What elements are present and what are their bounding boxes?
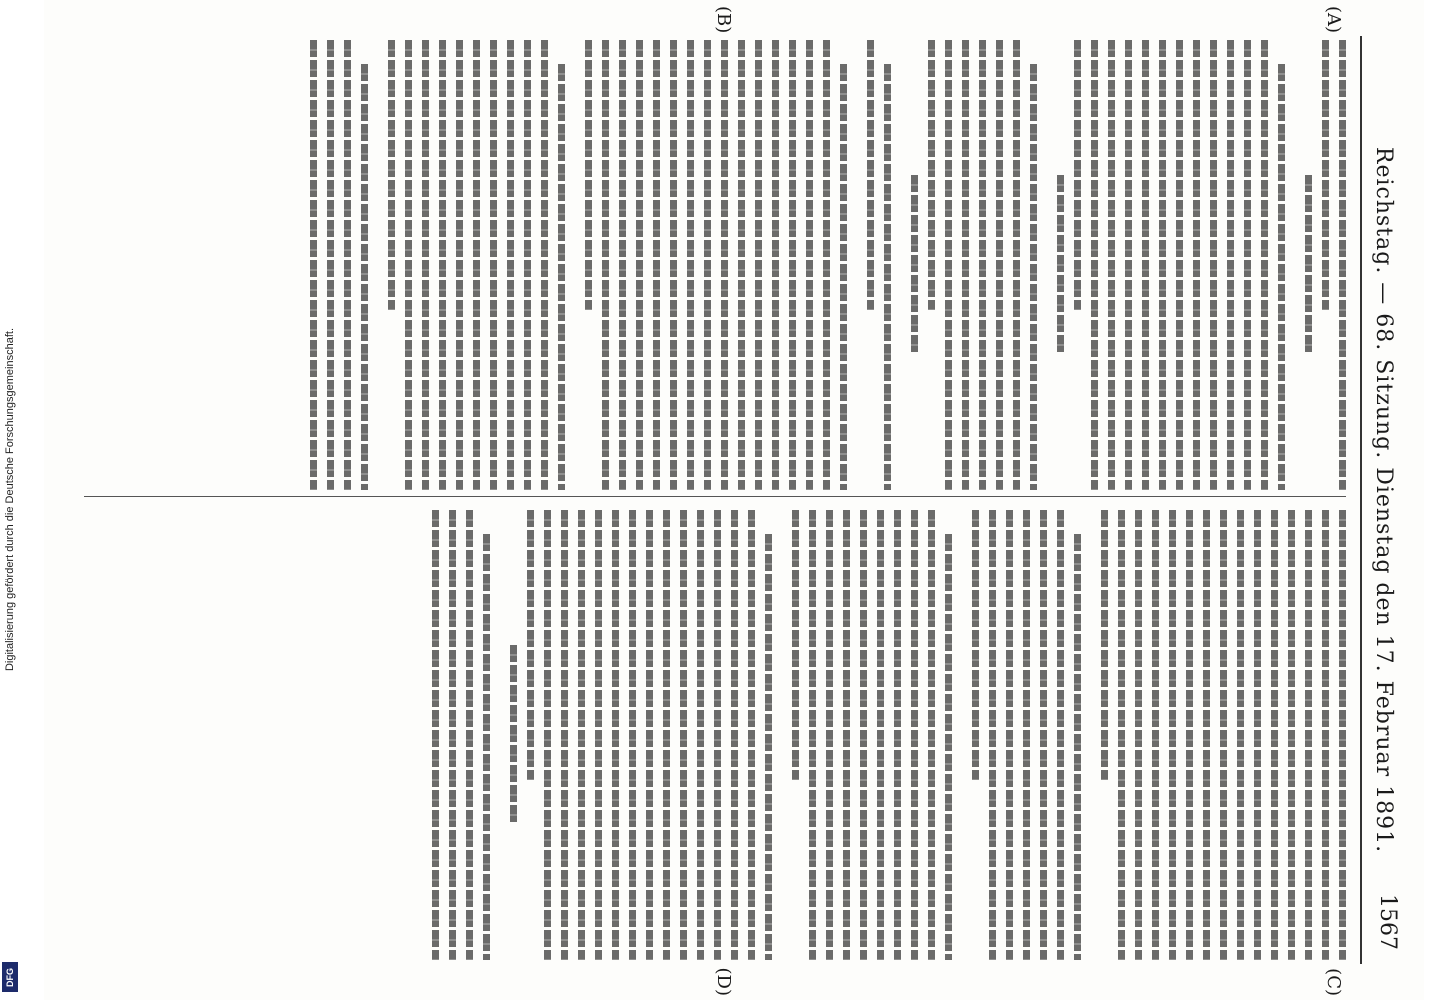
illegible-text-line bbox=[432, 510, 439, 960]
illegible-text-line bbox=[1125, 40, 1132, 490]
illegible-text-line bbox=[558, 64, 565, 490]
margin-letter-c: (C) bbox=[1323, 968, 1344, 996]
margin-letter-a: (A) bbox=[1323, 6, 1344, 34]
illegible-text-line bbox=[327, 40, 334, 490]
paragraph-gap bbox=[490, 510, 500, 960]
illegible-text-line bbox=[507, 40, 514, 490]
illegible-text-line bbox=[1288, 510, 1295, 960]
illegible-text-line bbox=[731, 510, 738, 960]
illegible-text-line bbox=[884, 64, 891, 490]
illegible-text-line bbox=[823, 40, 830, 490]
illegible-text-line bbox=[405, 40, 412, 490]
illegible-text-line bbox=[619, 40, 626, 490]
illegible-text-line bbox=[422, 40, 429, 490]
illegible-text-line bbox=[989, 510, 996, 960]
illegible-text-line bbox=[1040, 510, 1047, 960]
illegible-text-line bbox=[748, 510, 755, 960]
illegible-text-line bbox=[653, 40, 660, 490]
paragraph-gap bbox=[1285, 40, 1295, 490]
illegible-text-line bbox=[979, 40, 986, 490]
dfg-logo: DFG bbox=[2, 962, 18, 992]
illegible-text-line bbox=[670, 40, 677, 490]
margin-letter-d: (D) bbox=[713, 967, 734, 996]
illegible-text-line bbox=[1339, 510, 1346, 960]
page-number: 1567 bbox=[1375, 894, 1400, 950]
illegible-text-line bbox=[765, 534, 772, 960]
illegible-text-line bbox=[1074, 40, 1081, 310]
illegible-text-line bbox=[388, 40, 395, 310]
illegible-text-line bbox=[1244, 40, 1251, 490]
illegible-text-line bbox=[1057, 175, 1064, 355]
illegible-text-line bbox=[945, 40, 952, 490]
illegible-text-line bbox=[772, 40, 779, 490]
dfg-note-text: Digitalisierung gefördert durch die Deutsche Forschungsgemeinschaft. bbox=[4, 328, 16, 672]
illegible-text-line bbox=[1006, 510, 1013, 960]
text-column-left bbox=[84, 40, 1346, 490]
illegible-text-line bbox=[1074, 534, 1081, 960]
illegible-text-line bbox=[1091, 40, 1098, 490]
illegible-text-line bbox=[1186, 510, 1193, 960]
paragraph-gap bbox=[772, 510, 782, 960]
illegible-text-line bbox=[1210, 40, 1217, 490]
illegible-text-line bbox=[361, 64, 368, 490]
illegible-text-line bbox=[456, 40, 463, 490]
header-rule bbox=[1360, 36, 1362, 964]
illegible-text-line bbox=[561, 510, 568, 960]
illegible-text-line bbox=[860, 510, 867, 960]
illegible-text-line bbox=[1142, 40, 1149, 490]
illegible-text-line bbox=[1254, 510, 1261, 960]
illegible-text-line bbox=[843, 510, 850, 960]
paragraph-gap bbox=[368, 40, 378, 490]
illegible-text-line bbox=[1135, 510, 1142, 960]
illegible-text-line bbox=[840, 64, 847, 490]
illegible-text-line bbox=[687, 40, 694, 490]
illegible-text-line bbox=[483, 534, 490, 960]
illegible-text-line bbox=[1322, 510, 1329, 960]
illegible-text-line bbox=[541, 40, 548, 490]
illegible-text-line bbox=[738, 40, 745, 490]
illegible-text-line bbox=[755, 40, 762, 490]
illegible-text-line bbox=[911, 510, 918, 960]
illegible-text-line bbox=[1013, 40, 1020, 490]
illegible-text-line bbox=[595, 510, 602, 960]
illegible-text-line bbox=[544, 510, 551, 960]
illegible-text-line bbox=[1152, 510, 1159, 960]
illegible-text-line bbox=[524, 40, 531, 490]
paragraph-gap bbox=[847, 40, 857, 490]
text-column-right bbox=[84, 510, 1346, 960]
paragraph-gap bbox=[1081, 510, 1091, 960]
running-header: Reichstag. — 68. Sitzung. Dienstag den 17. Februar 1891. bbox=[1371, 146, 1397, 854]
illegible-text-line bbox=[439, 40, 446, 490]
illegible-text-line bbox=[510, 645, 517, 825]
paragraph-gap bbox=[952, 510, 962, 960]
illegible-text-line bbox=[663, 510, 670, 960]
illegible-text-line bbox=[945, 534, 952, 960]
illegible-text-line bbox=[612, 510, 619, 960]
illegible-text-line bbox=[721, 40, 728, 490]
illegible-text-line bbox=[473, 40, 480, 490]
illegible-text-line bbox=[1278, 64, 1285, 490]
paragraph-gap bbox=[1037, 40, 1047, 490]
illegible-text-line bbox=[928, 40, 935, 310]
illegible-text-line bbox=[1237, 510, 1244, 960]
illegible-text-line bbox=[646, 510, 653, 960]
illegible-text-line bbox=[1169, 510, 1176, 960]
illegible-text-line bbox=[789, 40, 796, 490]
illegible-text-line bbox=[527, 510, 534, 780]
illegible-text-line bbox=[1305, 175, 1312, 355]
illegible-text-line bbox=[1118, 510, 1125, 960]
illegible-text-line bbox=[877, 510, 884, 960]
illegible-text-line bbox=[996, 40, 1003, 490]
illegible-text-line bbox=[697, 510, 704, 960]
illegible-text-line bbox=[714, 510, 721, 960]
illegible-text-line bbox=[1030, 64, 1037, 490]
illegible-text-line bbox=[894, 510, 901, 960]
illegible-text-line bbox=[806, 40, 813, 490]
illegible-text-line bbox=[962, 40, 969, 490]
illegible-text-line bbox=[911, 175, 918, 355]
illegible-text-line bbox=[1057, 510, 1064, 960]
illegible-text-line bbox=[490, 40, 497, 490]
illegible-text-line bbox=[636, 40, 643, 490]
illegible-text-line bbox=[344, 40, 351, 490]
illegible-text-line bbox=[704, 40, 711, 490]
illegible-text-line bbox=[1261, 40, 1268, 490]
illegible-text-line bbox=[1305, 510, 1312, 960]
illegible-text-line bbox=[602, 40, 609, 490]
illegible-text-line bbox=[1220, 510, 1227, 960]
illegible-text-line bbox=[1108, 40, 1115, 490]
illegible-text-line bbox=[449, 510, 456, 960]
margin-letter-b: (B) bbox=[713, 6, 734, 34]
illegible-text-line bbox=[585, 40, 592, 310]
illegible-text-line bbox=[310, 40, 317, 490]
illegible-text-line bbox=[928, 510, 935, 960]
paragraph-gap bbox=[891, 40, 901, 490]
illegible-text-line bbox=[466, 510, 473, 960]
illegible-text-line bbox=[1203, 510, 1210, 960]
illegible-text-line bbox=[1271, 510, 1278, 960]
illegible-text-line bbox=[1101, 510, 1108, 780]
paragraph-gap bbox=[565, 40, 575, 490]
illegible-text-line bbox=[867, 40, 874, 310]
column-divider bbox=[84, 496, 1346, 497]
illegible-text-line bbox=[1339, 40, 1346, 490]
illegible-text-line bbox=[578, 510, 585, 960]
illegible-text-line bbox=[1193, 40, 1200, 490]
illegible-text-line bbox=[680, 510, 687, 960]
illegible-text-line bbox=[1176, 40, 1183, 490]
illegible-text-line bbox=[972, 510, 979, 780]
document-page bbox=[44, 0, 1424, 1000]
illegible-text-line bbox=[1227, 40, 1234, 490]
illegible-text-line bbox=[826, 510, 833, 960]
illegible-text-line bbox=[809, 510, 816, 960]
illegible-text-line bbox=[629, 510, 636, 960]
digitization-note bbox=[0, 0, 20, 1000]
illegible-text-line bbox=[1322, 40, 1329, 310]
scanned-page-viewport bbox=[24, 0, 1424, 1000]
illegible-text-line bbox=[792, 510, 799, 780]
illegible-text-line bbox=[1023, 510, 1030, 960]
illegible-text-line bbox=[1159, 40, 1166, 490]
